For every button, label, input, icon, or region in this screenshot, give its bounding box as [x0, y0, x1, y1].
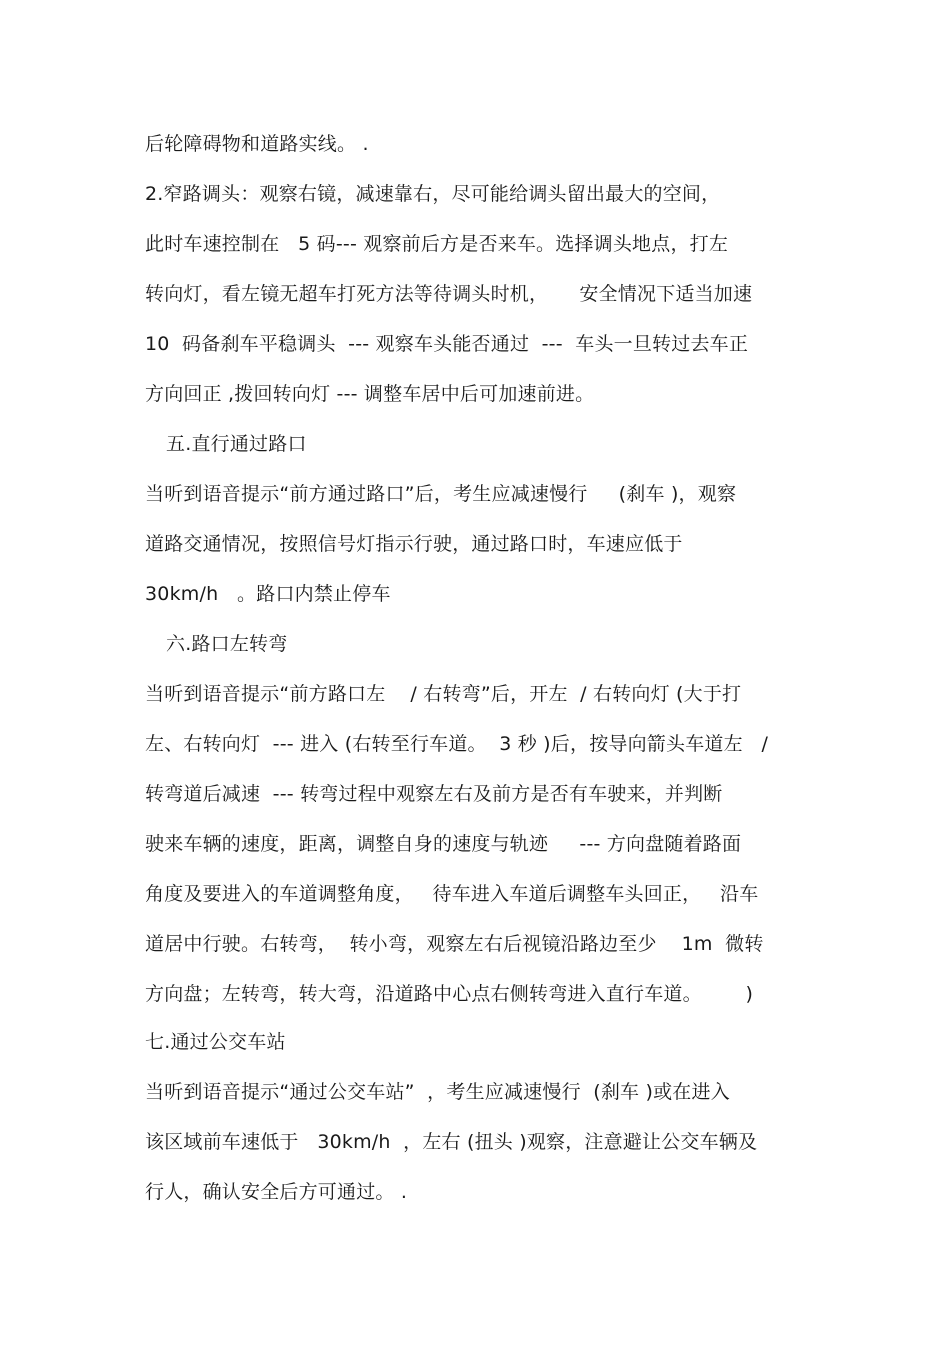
text-line: 10 码备刹车平稳调头 --- 观察车头能否通过 --- 车头一旦转过去车正	[145, 333, 749, 355]
text-line: 当听到语音提示“前方通过路口”后，考生应减速慢行 (刹车 )，观察	[145, 483, 737, 505]
text-line: 左、右转向灯 --- 进入 (右转至行车道。 3 秒 )后，按导向箭头车道左 /	[145, 733, 769, 755]
text-line: 当听到语音提示“通过公交车站” ，考生应减速慢行 (刹车 )或在进入	[145, 1081, 730, 1103]
section-heading: 七.通过公交车站	[145, 1031, 286, 1053]
text-line: 行人，确认安全后方可通过。 .	[145, 1181, 408, 1203]
text-line: 方向盘；左转弯，转大弯，沿道路中心点右侧转弯进入直行车道。 )	[145, 983, 754, 1005]
text-line: 该区域前车速低于 30km/h ，左右 (扭头 )观察，注意避让公交车辆及	[145, 1131, 758, 1153]
text-line: 转弯道后减速 --- 转弯过程中观察左右及前方是否有车驶来，并判断	[145, 783, 723, 805]
text-line: 道路交通情况，按照信号灯指示行驶，通过路口时，车速应低于	[145, 533, 683, 555]
text-line: 后轮障碍物和道路实线。 .	[145, 133, 369, 155]
text-line: 当听到语音提示“前方路口左 / 右转弯”后，开左 / 右转向灯 (大于打	[145, 683, 742, 705]
section-heading: 五.直行通过路口	[166, 433, 307, 455]
section-heading: 六.路口左转弯	[166, 633, 288, 655]
text-line: 此时车速控制在 5 码--- 观察前后方是否来车。选择调头地点，打左	[145, 233, 729, 255]
text-line: 道居中行驶。右转弯， 转小弯，观察左右后视镜沿路边至少 1m 微转	[145, 933, 764, 955]
text-line: 驶来车辆的速度，距离，调整自身的速度与轨迹 --- 方向盘随着路面	[145, 833, 742, 855]
text-line: 2.窄路调头：观察右镜，减速靠右，尽可能给调头留出最大的空间，	[145, 183, 721, 205]
text-line: 转向灯，看左镜无超车打死方法等待调头时机， 安全情况下适当加速	[145, 283, 753, 305]
text-line: 方向回正 ,拨回转向灯 --- 调整车居中后可加速前进。	[145, 383, 595, 405]
text-line: 角度及要进入的车道调整角度， 待车进入车道后调整车头回正， 沿车	[145, 883, 759, 905]
text-line: 30km/h 。路口内禁止停车	[145, 583, 391, 605]
